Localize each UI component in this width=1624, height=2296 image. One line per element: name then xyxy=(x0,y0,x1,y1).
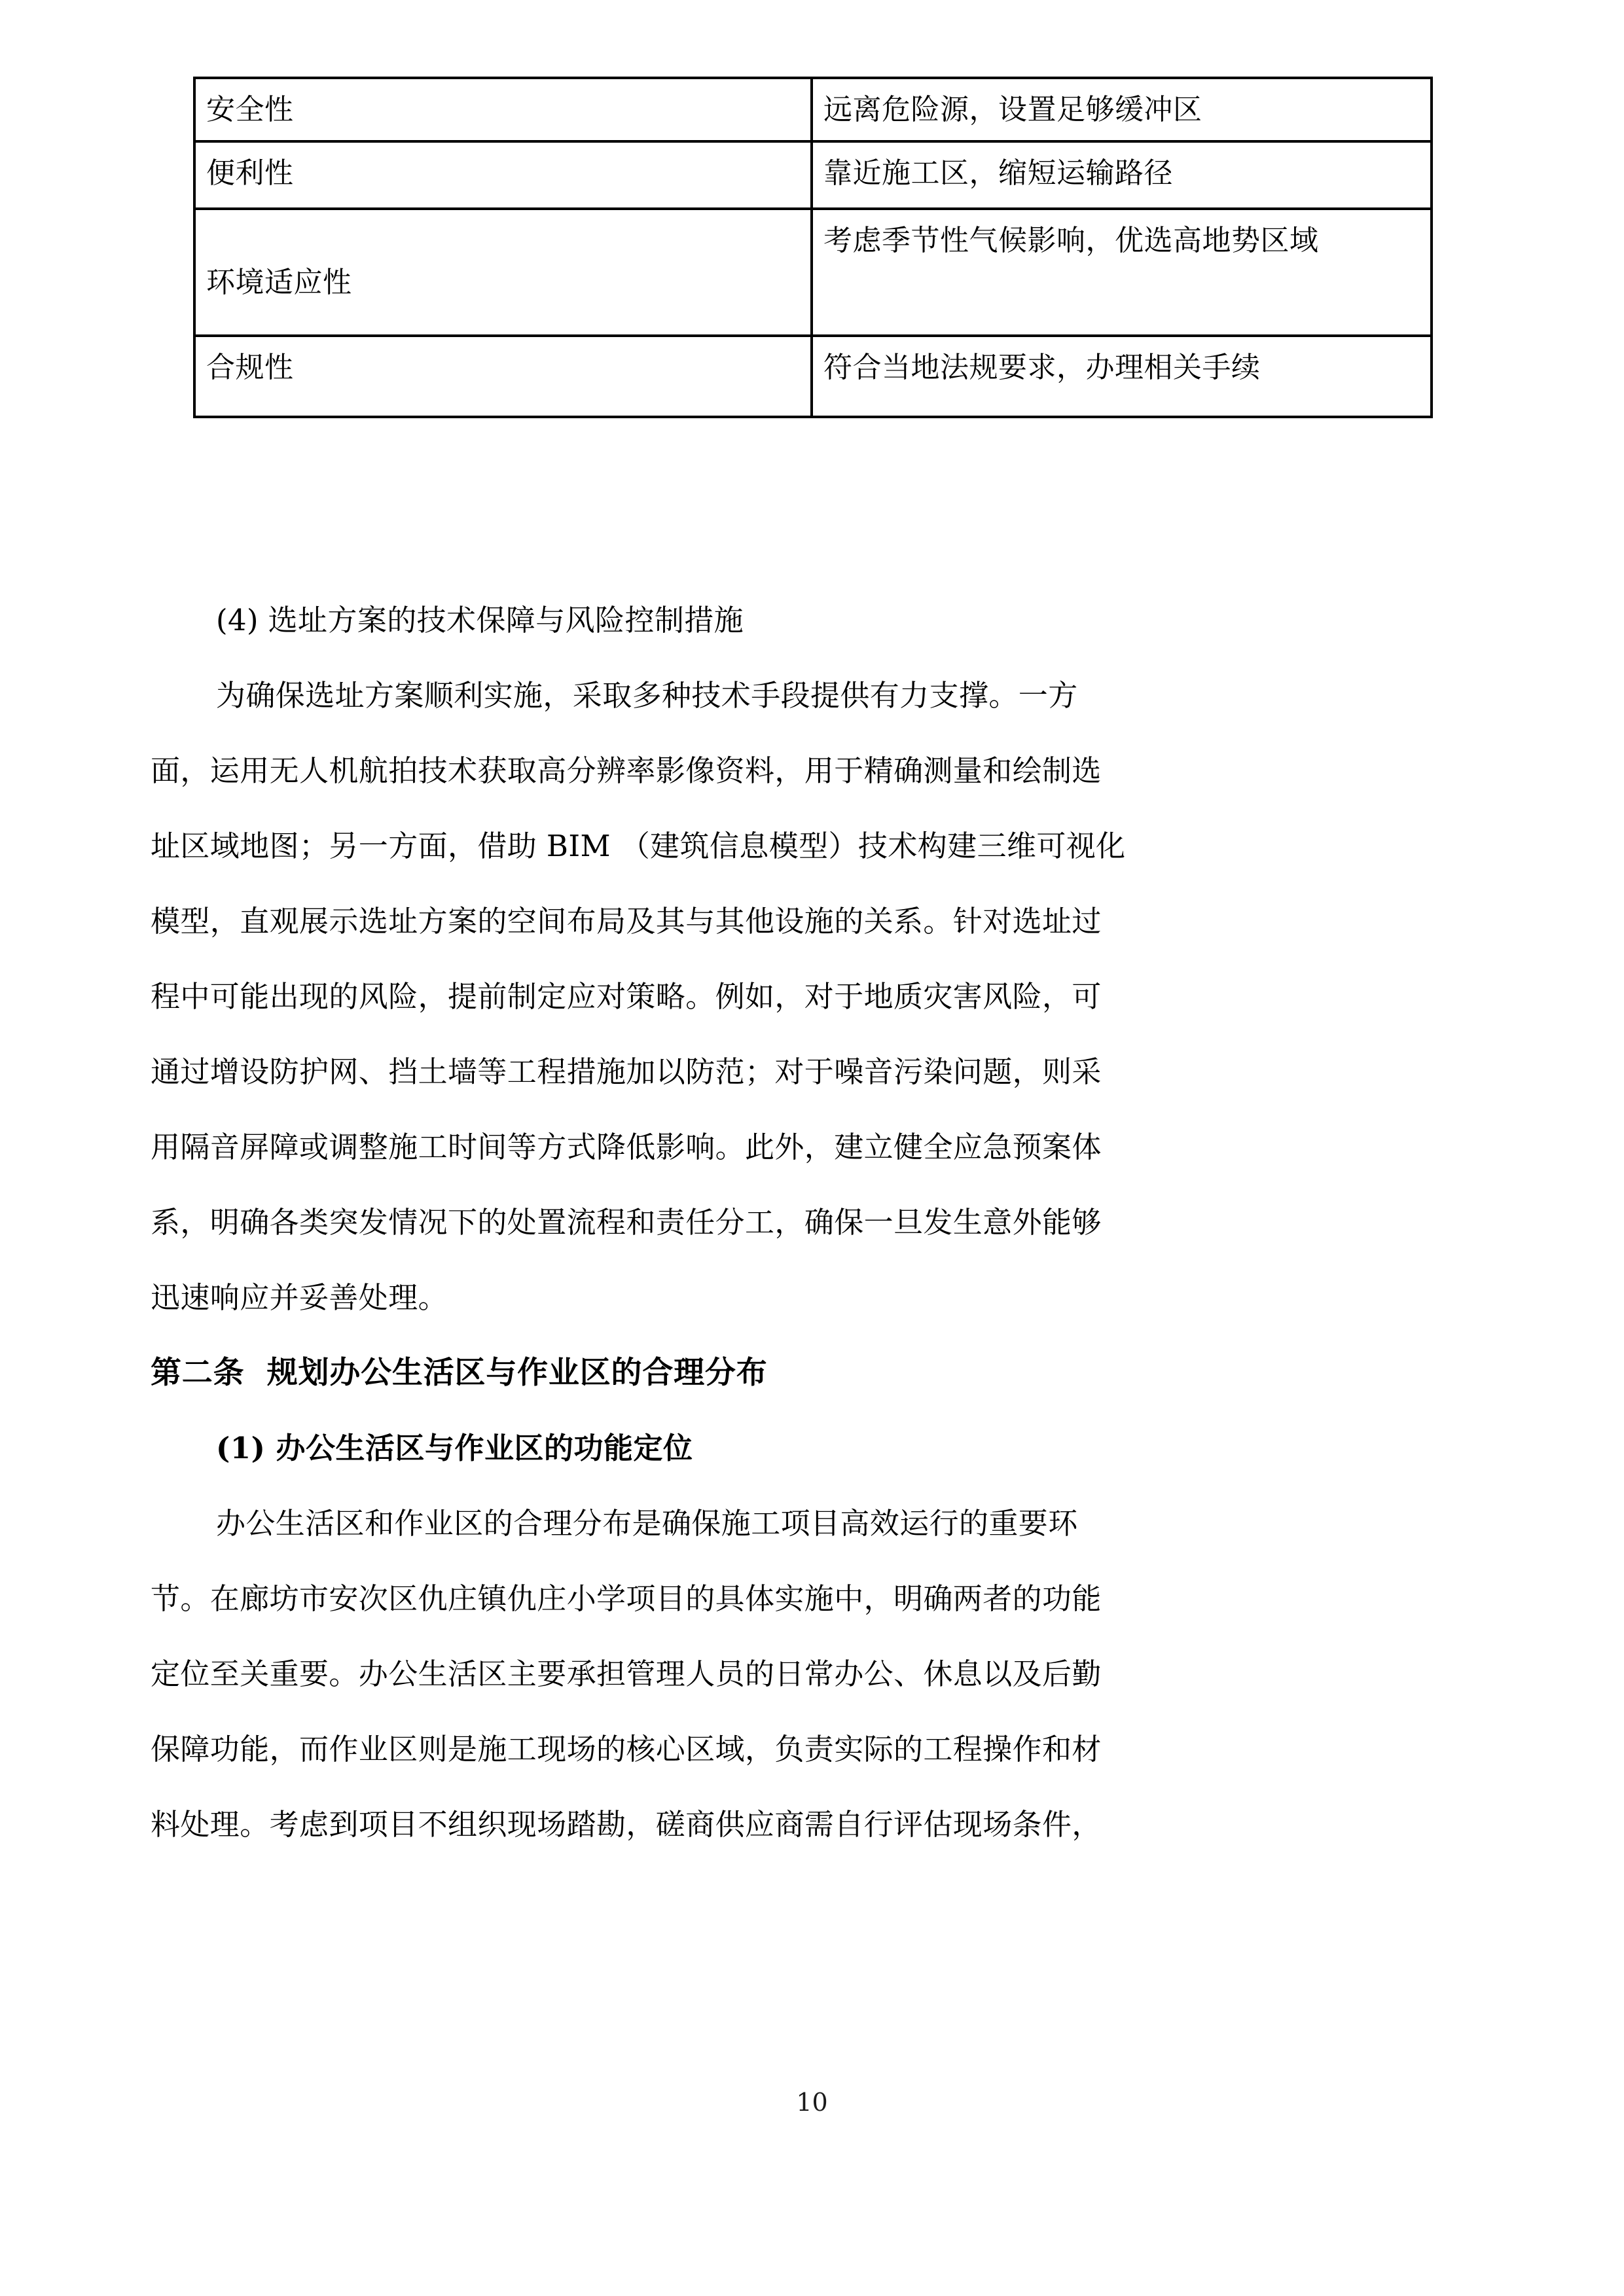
paragraph-line: 保障功能，而作业区则是施工现场的核心区域，负责实际的工程操作和材 xyxy=(151,1732,1102,1767)
table-row xyxy=(194,78,1432,141)
site-selection-criteria-table xyxy=(193,77,1433,418)
paragraph-line: 迅速响应并妥善处理。 xyxy=(151,1280,448,1315)
criterion-label: 合规性 xyxy=(194,336,812,417)
paragraph-line: 通过增设防护网、挡土墙等工程措施加以防范；对于噪音污染问题，则采 xyxy=(151,1054,1102,1089)
criterion-requirement: 远离危险源，设置足够缓冲区 xyxy=(812,78,1432,141)
criterion-requirement: 靠近施工区，缩短运输路径 xyxy=(812,141,1432,209)
criterion-requirement: 符合当地法规要求，办理相关手续 xyxy=(812,336,1432,417)
criterion-label: 安全性 xyxy=(194,78,812,141)
page-number: 10 xyxy=(796,2088,828,2117)
paragraph-line: 节。在廊坊市安次区仇庄镇仇庄小学项目的具体实施中，明确两者的功能 xyxy=(151,1581,1102,1616)
paragraph-line: 料处理。考虑到项目不组织现场踏勘，磋商供应商需自行评估现场条件， xyxy=(151,1807,1102,1842)
table-row xyxy=(194,141,1432,209)
paragraph-line: 为确保选址方案顺利实施，采取多种技术手段提供有力支撑。一方 xyxy=(216,678,1078,713)
subsection-heading-4: (4) 选址方案的技术保障与风险控制措施 xyxy=(216,603,744,637)
paragraph-line: 模型，直观展示选址方案的空间布局及其与其他设施的关系。针对选址过 xyxy=(151,904,1102,939)
paragraph-technical-support xyxy=(151,658,1460,1335)
paragraph-functional-positioning xyxy=(151,1486,1460,1862)
table-row xyxy=(194,209,1432,336)
subsection-heading-1: (1) 办公生活区与作业区的功能定位 xyxy=(216,1431,693,1465)
paragraph-line: 办公生活区和作业区的合理分布是确保施工项目高效运行的重要环 xyxy=(216,1506,1078,1541)
criterion-label: 环境适应性 xyxy=(194,209,812,336)
paragraph-line: 定位至关重要。办公生活区主要承担管理人员的日常办公、休息以及后勤 xyxy=(151,1657,1102,1691)
paragraph-line: 面，运用无人机航拍技术获取高分辨率影像资料，用于精确测量和绘制选 xyxy=(151,753,1102,788)
criterion-label: 便利性 xyxy=(194,141,812,209)
criterion-requirement: 考虑季节性气候影响，优选高地势区域 xyxy=(812,209,1432,336)
body-content xyxy=(151,583,1460,1862)
article-heading-2: 第二条 规划办公生活区与作业区的合理分布 xyxy=(151,1355,768,1391)
paragraph-line: 程中可能出现的风险，提前制定应对策略。例如，对于地质灾害风险，可 xyxy=(151,979,1102,1014)
paragraph-line: 用隔音屏障或调整施工时间等方式降低影响。此外，建立健全应急预案体 xyxy=(151,1130,1102,1164)
paragraph-line: 址区域地图；另一方面，借助 BIM （建筑信息模型）技术构建三维可视化 xyxy=(151,829,1126,863)
table-row xyxy=(194,336,1432,417)
paragraph-line: 系，明确各类突发情况下的处置流程和责任分工，确保一旦发生意外能够 xyxy=(151,1205,1102,1240)
